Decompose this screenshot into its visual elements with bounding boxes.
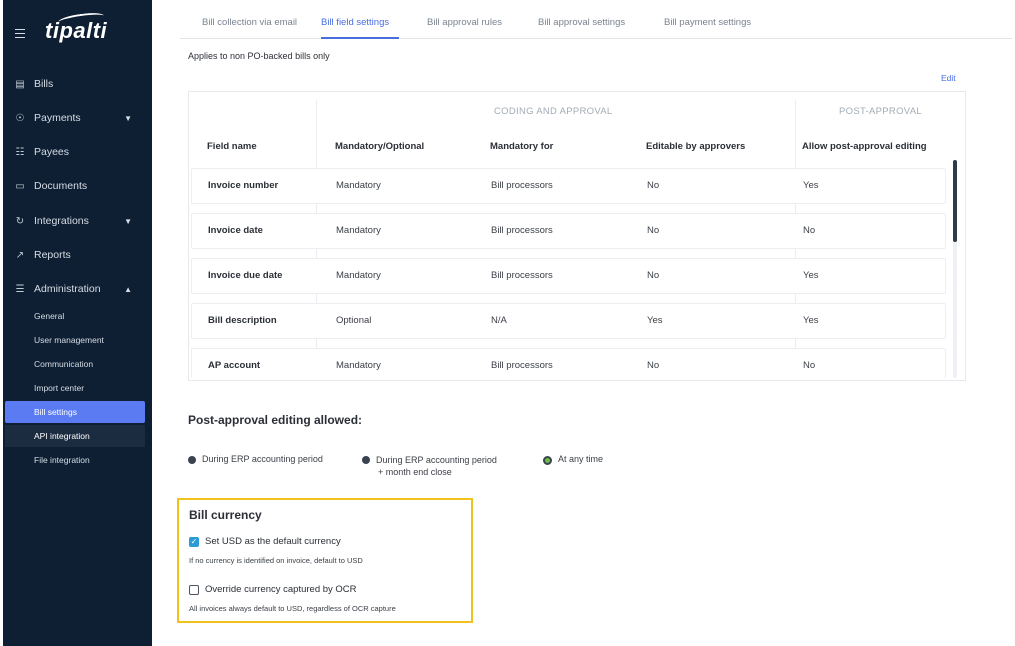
table-row[interactable] bbox=[191, 303, 946, 339]
tab-bill-payment-settings[interactable]: Bill payment settings bbox=[664, 17, 752, 28]
default-usd-note: If no currency is identified on invoice, default to USD bbox=[189, 556, 363, 565]
sidebar bbox=[3, 0, 152, 646]
sidebar-item-payees[interactable] bbox=[3, 141, 152, 163]
bill-currency-title: Bill currency bbox=[189, 508, 262, 522]
sidebar-item-integrations[interactable] bbox=[3, 210, 152, 232]
cell-editable: No bbox=[647, 225, 660, 236]
override-ocr-option[interactable] bbox=[189, 584, 357, 595]
edit-link[interactable]: Edit bbox=[941, 73, 956, 83]
override-ocr-note: All invoices always default to USD, regardless of OCR capture bbox=[189, 604, 396, 613]
cell-mandatory-for: Bill processors bbox=[491, 270, 553, 281]
radio-at-any-time[interactable] bbox=[543, 454, 603, 465]
column-header-mandatory-for: Mandatory for bbox=[490, 141, 554, 152]
reports-icon: ↗ bbox=[15, 249, 25, 261]
cell-mandatory: Mandatory bbox=[336, 180, 381, 191]
sidebar-subitem-bill-settings[interactable]: Bill settings bbox=[5, 401, 145, 423]
payees-icon: ☷ bbox=[15, 146, 25, 158]
chevron-down-icon: ▼ bbox=[124, 113, 132, 123]
active-tab-indicator bbox=[321, 37, 399, 39]
checkbox-label: Set USD as the default currency bbox=[205, 536, 341, 547]
cell-mandatory: Mandatory bbox=[336, 225, 381, 236]
sidebar-subitem-file-integration[interactable]: File integration bbox=[34, 455, 90, 465]
cell-field-name: Invoice due date bbox=[208, 270, 283, 281]
sidebar-item-administration[interactable] bbox=[3, 278, 152, 300]
payments-icon: ☉ bbox=[15, 112, 25, 124]
table-scrollbar-thumb[interactable] bbox=[953, 160, 957, 242]
hamburger-menu-icon[interactable] bbox=[15, 26, 25, 38]
logo[interactable]: tipalti bbox=[45, 18, 108, 43]
tab-bill-field-settings[interactable]: Bill field settings bbox=[321, 17, 390, 28]
cell-field-name: Bill description bbox=[208, 315, 277, 326]
chevron-down-icon: ▼ bbox=[124, 216, 132, 226]
radio-label: During ERP accounting period bbox=[202, 454, 323, 464]
sidebar-item-documents[interactable] bbox=[3, 175, 152, 197]
cell-mandatory-for: Bill processors bbox=[491, 225, 553, 236]
sidebar-item-label: Administration bbox=[34, 283, 101, 295]
column-header-field-name: Field name bbox=[207, 141, 257, 152]
cell-post-approval: Yes bbox=[803, 315, 819, 326]
cell-post-approval: No bbox=[803, 360, 816, 371]
sidebar-item-reports[interactable] bbox=[3, 244, 152, 266]
cell-editable: No bbox=[647, 360, 660, 371]
applies-note: Applies to non PO-backed bills only bbox=[188, 51, 330, 61]
cell-field-name: Invoice date bbox=[208, 225, 263, 236]
administration-icon: ☰ bbox=[15, 283, 25, 295]
cell-field-name: Invoice number bbox=[208, 180, 279, 191]
table-row[interactable] bbox=[191, 213, 946, 249]
cell-editable: No bbox=[647, 180, 660, 191]
radio-sublabel: + month end close bbox=[378, 467, 452, 477]
column-header-mandatory-optional: Mandatory/Optional bbox=[335, 141, 425, 152]
table-row[interactable] bbox=[191, 258, 946, 294]
sidebar-subitem-general[interactable]: General bbox=[34, 311, 65, 321]
table-row[interactable] bbox=[191, 168, 946, 204]
bill-fields-table bbox=[188, 91, 966, 381]
cell-mandatory-for: N/A bbox=[491, 315, 507, 326]
integrations-icon: ↻ bbox=[15, 215, 25, 227]
sidebar-item-label: Documents bbox=[34, 180, 88, 192]
sidebar-subitem-import-center[interactable]: Import center bbox=[34, 383, 85, 393]
bill-icon: ▤ bbox=[15, 78, 25, 90]
settings-tabs bbox=[180, 0, 1012, 39]
cell-post-approval: No bbox=[803, 225, 816, 236]
default-usd-option[interactable] bbox=[189, 536, 341, 547]
cell-field-name: AP account bbox=[208, 360, 261, 371]
post-approval-title: Post-approval editing allowed: bbox=[188, 413, 363, 427]
checkbox-checked-icon[interactable]: ✓ bbox=[190, 537, 198, 546]
sidebar-subitem-api-integration[interactable]: API integration bbox=[5, 425, 145, 447]
table-row[interactable] bbox=[191, 348, 946, 378]
radio-label: At any time bbox=[558, 454, 604, 464]
checkbox-unchecked-icon[interactable] bbox=[189, 585, 199, 595]
sidebar-item-label: Bills bbox=[34, 78, 54, 90]
cell-post-approval: Yes bbox=[803, 270, 819, 281]
cell-mandatory-for: Bill processors bbox=[491, 180, 553, 191]
cell-mandatory: Mandatory bbox=[336, 360, 381, 371]
sidebar-subitem-communication[interactable]: Communication bbox=[34, 359, 94, 369]
sidebar-item-payments[interactable] bbox=[3, 107, 152, 129]
sidebar-item-label: Payees bbox=[34, 146, 70, 158]
chevron-up-icon: ▲ bbox=[124, 284, 132, 294]
cell-mandatory: Mandatory bbox=[336, 270, 381, 281]
radio-during-erp-period[interactable] bbox=[188, 454, 323, 464]
cell-editable: Yes bbox=[647, 315, 663, 326]
radio-dot[interactable] bbox=[188, 456, 196, 464]
group-header-coding: CODING AND APPROVAL bbox=[494, 106, 613, 117]
sidebar-item-label: Payments bbox=[34, 112, 81, 124]
sidebar-item-label: Integrations bbox=[34, 215, 89, 227]
sidebar-subitem-user-management[interactable]: User management bbox=[34, 335, 104, 345]
cell-post-approval: Yes bbox=[803, 180, 819, 191]
sidebar-item-bills[interactable] bbox=[3, 73, 152, 95]
radio-dot-selected[interactable] bbox=[543, 456, 552, 465]
document-icon: ▭ bbox=[15, 180, 25, 192]
bill-currency-section bbox=[177, 498, 473, 623]
tab-bill-collection-via-email[interactable]: Bill collection via email bbox=[202, 17, 298, 28]
column-header-editable: Editable by approvers bbox=[646, 141, 746, 152]
cell-mandatory-for: Bill processors bbox=[491, 360, 553, 371]
radio-label: During ERP accounting period bbox=[376, 455, 497, 465]
radio-dot[interactable] bbox=[362, 456, 370, 464]
sidebar-item-label: Reports bbox=[34, 249, 71, 261]
radio-during-erp-period-month-end[interactable] bbox=[362, 454, 497, 478]
cell-editable: No bbox=[647, 270, 660, 281]
checkbox-label: Override currency captured by OCR bbox=[205, 584, 357, 595]
group-header-post-approval: POST-APPROVAL bbox=[839, 106, 922, 117]
column-header-post-approval: Allow post-approval editing bbox=[802, 141, 927, 152]
cell-mandatory: Optional bbox=[336, 315, 372, 326]
tab-bill-approval-rules[interactable]: Bill approval rules bbox=[427, 17, 502, 28]
tab-bill-approval-settings[interactable]: Bill approval settings bbox=[538, 17, 626, 28]
brand bbox=[3, 18, 152, 52]
